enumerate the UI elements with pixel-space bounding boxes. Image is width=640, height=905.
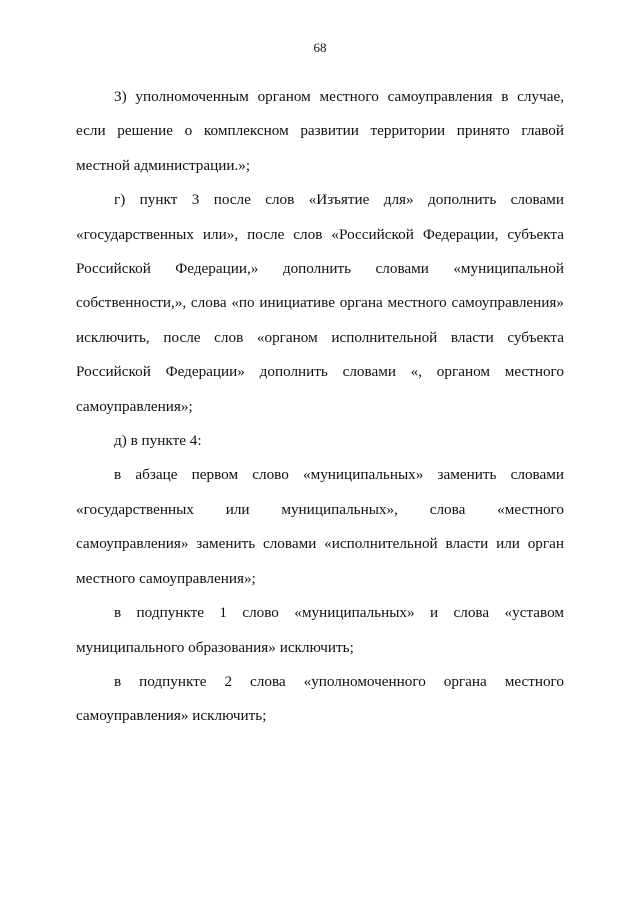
- page-number: 68: [313, 40, 327, 55]
- paragraph-podpunkt-2: в подпункте 2 слова «уполномоченного органа местного самоуправления» исключить;: [76, 672, 564, 725]
- paragraph-item-3: 3) уполномоченным органом местного самоуправления в случае, если решение о комплексном развитии территории принято главой местной администрации.»;: [76, 88, 564, 174]
- paragraph-podpunkt-1: в подпункте 1 слово «муниципальных» и слова «уставом муниципального образования» исключить;: [76, 604, 564, 656]
- paragraph-first-abzats: в абзаце первом слово «муниципальных» заменить словами «государственных или муниципальных», слова «местного самоуправления» заменить словами «исполнительной власти или орган местного самоуправления»;: [76, 466, 564, 587]
- document-body: [76, 80, 564, 734]
- paragraph-subitem-d: д) в пункте 4:: [114, 432, 202, 450]
- paragraph-subitem-g: г) пункт 3 после слов «Изъятие для» дополнить словами «государственных или», после слов «Российской Федерации, субъекта Российской Федерации,» дополнить словами «муниципальной собственности,», слова «по инициативе органа местного самоуправления» исключить, после слов «органом исполнительной власти субъекта Российской Федерации» дополнить словами «, органом местного самоуправления»;: [76, 191, 564, 415]
